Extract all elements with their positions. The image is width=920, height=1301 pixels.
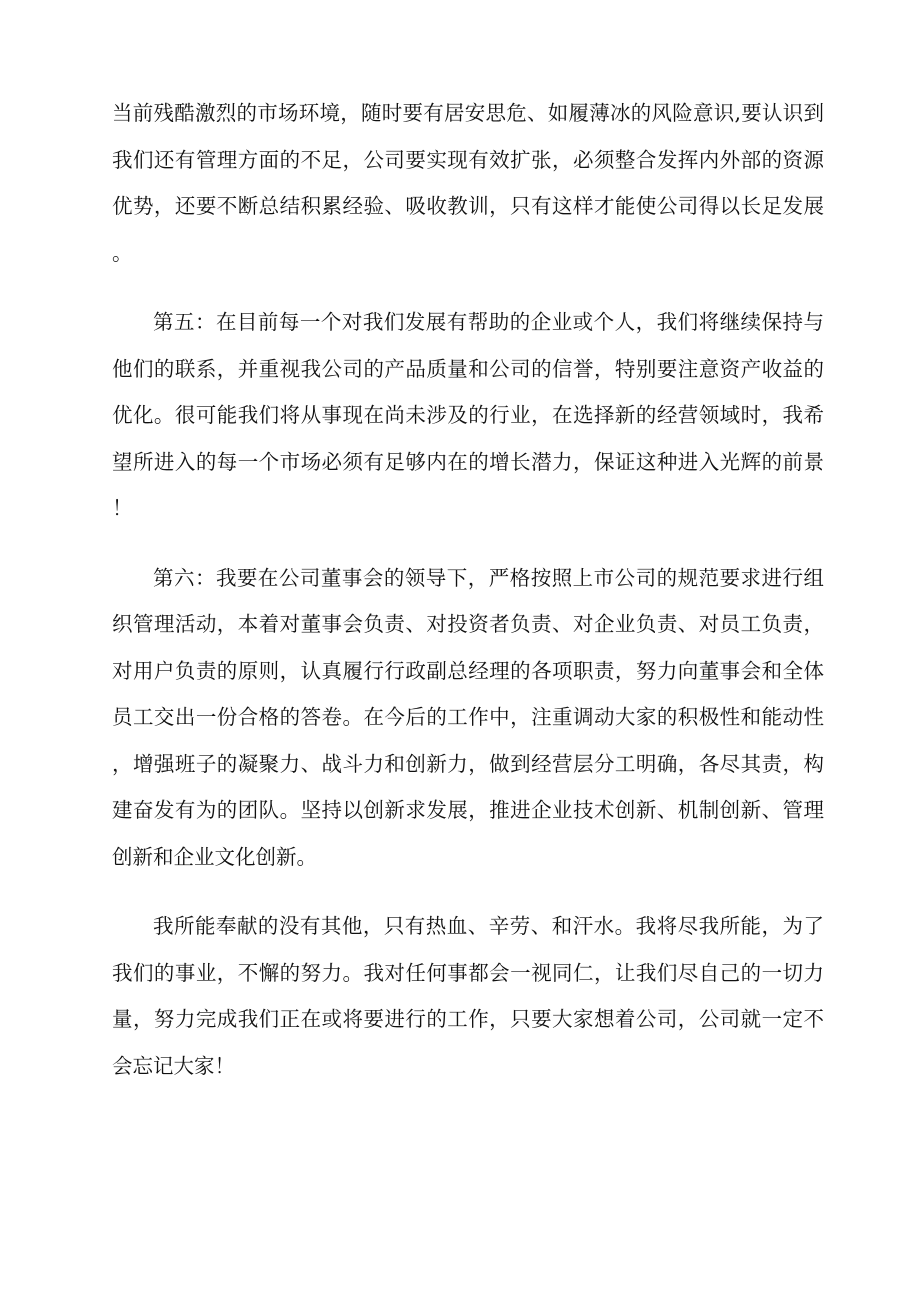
paragraph-point-five: 第五：在目前每一个对我们发展有帮助的企业或个人，我们将继续保持与他们的联系，并重视我公司的产品质量和公司的信誉，特别要注意资产收益的优化。很可能我们将从事现在尚未涉及的行业，在选择新的经营领域时，我希望所进入的每一个市场必须有足够内在的增长潜力，保证这种进入光辉的前景！ [112, 310, 824, 520]
paragraph-closing: 我所能奉献的没有其他，只有热血、辛劳、和汗水。我将尽我所能，为了我们的事业，不懈的努力。我对任何事都会一视同仁，让我们尽自己的一切力量，努力完成我们正在或将要进行的工作，只要大家想着公司，公司就一定不会忘记大家！ [112, 914, 824, 1078]
paragraph-point-six: 第六：我要在公司董事会的领导下，严格按照上市公司的规范要求进行组织管理活动，本着对董事会负责、对投资者负责、对企业负责、对员工负责，对用户负责的原则，认真履行行政副总经理的各项职责，努力向董事会和全体员工交出一份合格的答卷。在今后的工作中，注重调动大家的积极性和能动性，增强班子的凝聚力、战斗力和创新力，做到经营层分工明确，各尽其责，构建奋发有为的团队。坚持以创新求发展，推进企业技术创新、机制创新、管理创新和企业文化创新。 [112, 565, 824, 869]
document-body [112, 90, 824, 1112]
paragraph-continuation: 当前残酷激烈的市场环境，随时要有居安思危、如履薄冰的风险意识,要认识到我们还有管理方面的不足，公司要实现有效扩张，必须整合发挥内外部的资源优势，还要不断总结积累经验、吸收教训，只有这样才能使公司得以长足发展。 [112, 101, 824, 265]
